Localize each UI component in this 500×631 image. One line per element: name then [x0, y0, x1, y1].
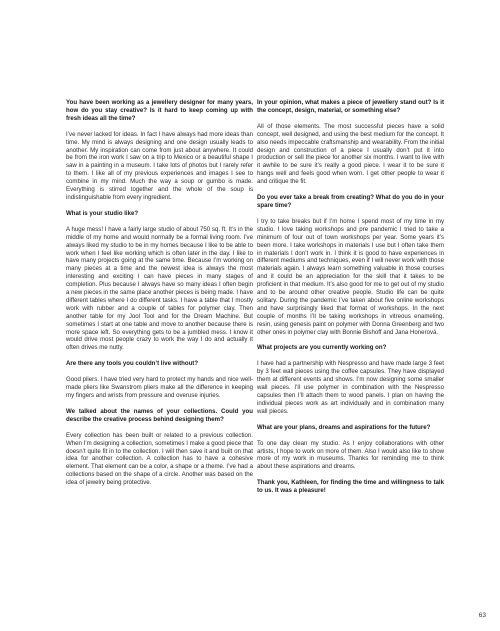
- answer-paragraph: I have had a partnership with Nespresso and have made large 3 feet by 3 feet wall pieces using the coffee capsules. They have displayed them at different events and shows. I’m now designing some smaller wall pieces. I’ll use polymer in combination with the Nespresso capsules then I’ll attach them to wood panels. I plan on having the individual pieces work as art individually and in combination many wall pieces.: [257, 360, 444, 415]
- question-heading: What projects are you currently working on?: [257, 344, 387, 352]
- answer-paragraph: Every collection has been built or related to a previous collection. When I’m designing a collection, sometimes I make a good piece that doesn’t quite fit in to the collection. I will then save it and built on that idea for another collection. A collection has to have a cohesive element. That element can be a color, a shape or a theme. I’ve had a collections based on the shape of a circle. Another was based on the idea of jewelry being protective.: [66, 431, 253, 487]
- question-heading: What is your studio like?: [66, 209, 139, 217]
- answer-paragraph: Good pliers. I have tried very hard to protect my hands and nice well-made pliers like Swanstrom pliers make all the difference in keeping my fingers and wrists from pressure and overuse injuries.: [66, 376, 253, 399]
- answer-paragraph: To one day clean my studio. As I enjoy collaborations with other artists, I hope to work on more of them. Also I would also like to show more of my work in museums. Thanks for reminding me to think about these aspirations and dreams.: [257, 439, 444, 471]
- question-heading: Are there any tools you couldn’t live without?: [66, 360, 199, 368]
- answer-paragraph: All of those elements. The most successful pieces have a solid concept, well designed, and using the best medium for the concept. It also needs impeccable craftsmanship and wearability. From the initial design and construction of a piece I usually don’t put it into production or sell the piece for another six months. I want to live with it awhile to be sure it’s really a good piece. I wear it to be sure it hangs well and feels good when worn. I get other people to wear it and critique the fit.: [257, 122, 444, 186]
- question-heading: What are your plans, dreams and aspirations for the future?: [257, 423, 431, 431]
- answer-paragraph: I try to take breaks but if I’m home I spend most of my time in my studio. I love taking workshops and pre pandemic I tried to take a minimum of four out of town workshops per year. Some years it’s been more. I take workshops in materials I use but I often take them in materials I don’t work in. I think it is good to have experiences in different mediums and techniques, even if I will never work with those materials again. I always learn something valuable in those courses and it could be an appreciation for the skill that it takes to be proficient in that medium. It’s also good for me to get out of my studio and to be around other creative people. Studio life can be quite solitary. During the pandemic I’ve taken about five online workshops and have surprisingly liked that format of workshops. In the next couple of months I’ll be taking workshops in vitreous enameling, resin, using genesis paint on polymer with Donna Greenberg and two other ones in polymer clay with Bonnie Bishoff and Jana Honerová.: [257, 217, 444, 336]
- question-heading: Do you ever take a break from creating? What do you do in your spare time?: [257, 194, 444, 209]
- page-number: 63: [478, 612, 486, 619]
- answer-paragraph: A huge mess! I have a fairly large studio of about 750 sq. ft. It’s in the middle of my home and would normally be a formal living room. I’ve always liked my studio to be in my homes because I like to be able to work when I feel like working which is often later in the day. I like to have many projects going at the same time. Because I’m working on many pieces at a time and the newest idea is always the most interesting and exciting I can have pieces in many stages of completion. Plus because I always have so many ideas I often begin a new pieces in the same place another pieces is being made. I have different tables where I do different tasks. I have a table that I mostly work with rubber and a couple of tables for polymer clay. Then another table for my Jool Tool and for the Dream Machine. But sometimes I start at one table and move to another because there is more space left. So everything gets to be a jumbled mess. I know it would drive most people crazy to work the way I do and actually it often drives me nutty.: [66, 225, 253, 352]
- question-heading: You have been working as a jewellery designer for many years, how do you stay creative? Is it hard to keep coming up with fresh ideas all the time?: [66, 99, 253, 122]
- closing-remark: Thank you, Kathleen, for finding the time and willingness to talk to us. It was a pleasure!: [257, 479, 444, 495]
- question-heading: In your opinion, what makes a piece of jewellery stand out? Is it the concept, design, material, or something else?: [257, 99, 444, 114]
- question-heading: We talked about the names of your collections. Could you describe the creative process behind designing them?: [66, 407, 253, 423]
- answer-paragraph: I’ve never lacked for ideas. In fact I have always had more ideas than time. My mind is always designing and one design usually leads to another. My inspiration can come from just about anywhere. It could be from the iron work I saw on a trip to Mexico or a beautiful shape I saw in a painting in a museum. I take lots of photos but I rarely refer to them. I like all of my previous experiences and images I see to combine in my mind. Much the way a soup or gumbo is made. Everything is stirred together and the whole of the soup is indistinguishable from every ingredient.: [66, 130, 253, 201]
- left-column: [66, 99, 253, 495]
- right-column: [257, 99, 444, 503]
